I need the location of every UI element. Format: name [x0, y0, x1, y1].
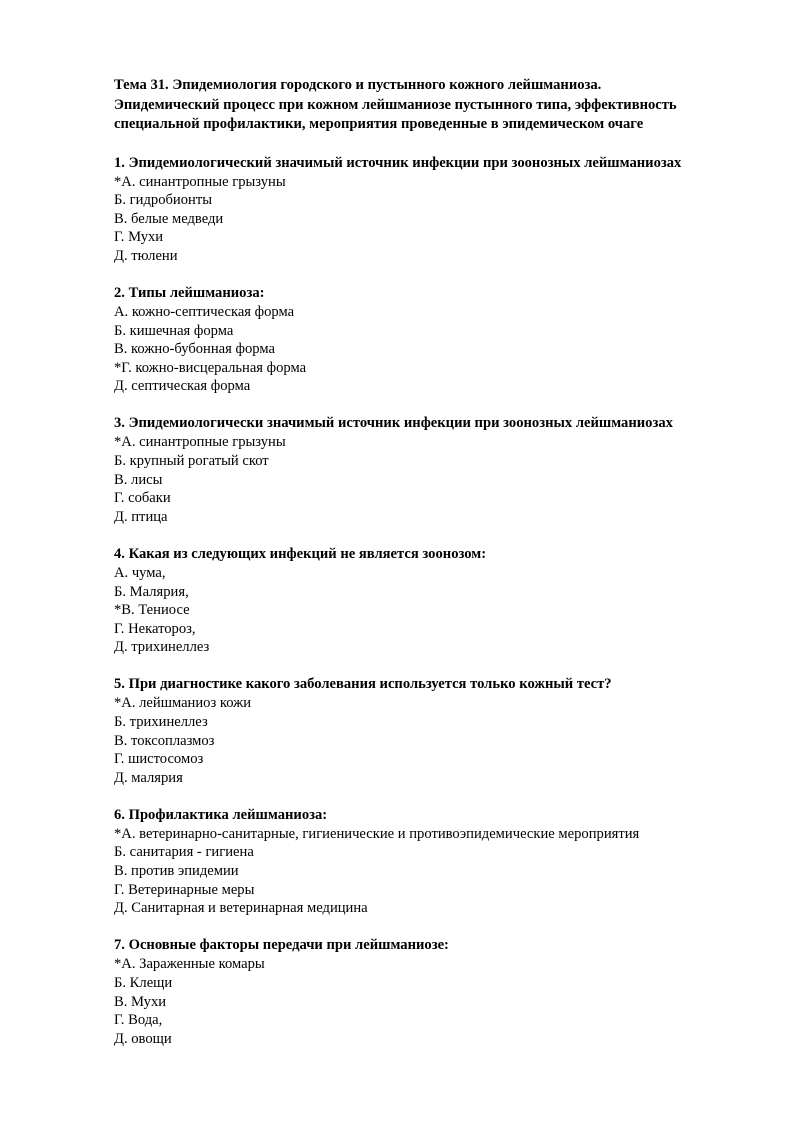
- answer-option: Д. Санитарная и ветеринарная медицина: [114, 900, 368, 917]
- answer-option: Б. санитария - гигиена: [114, 844, 254, 861]
- answer-option: *В. Тениосе: [114, 602, 190, 619]
- answer-option: *А. лейшманиоз кожи: [114, 695, 252, 712]
- answer-option: Д. трихинеллез: [114, 639, 210, 656]
- answer-option: Д. овощи: [114, 1030, 172, 1047]
- question-1: [114, 154, 774, 266]
- answer-option: В. против эпидемии: [114, 863, 239, 880]
- title-line: Эпидемический процесс при кожном лейшманиозе пустынного типа, эффективность: [114, 96, 677, 113]
- question-6: [114, 806, 774, 918]
- answer-option: Б. трихинеллез: [114, 713, 208, 730]
- answer-option: Д. малярия: [114, 769, 183, 786]
- question-text: 4. Какая из следующих инфекций не является зоонозом:: [114, 545, 487, 562]
- answer-option: Г. Ветеринарные меры: [114, 881, 255, 898]
- answer-option: Б. кишечная форма: [114, 322, 234, 339]
- answer-option: Г. шистосомоз: [114, 751, 204, 768]
- answer-option: В. Мухи: [114, 993, 167, 1010]
- answer-option: Б. гидробионты: [114, 192, 213, 209]
- answer-option: Д. септическая форма: [114, 378, 251, 395]
- question-5: [114, 675, 774, 787]
- document-title: [114, 76, 774, 135]
- question-text: 6. Профилактика лейшманиоза:: [114, 806, 328, 823]
- answer-option: Д. тюлени: [114, 247, 178, 264]
- question-3: [114, 414, 774, 526]
- question-7: [114, 936, 774, 1048]
- question-text: 2. Типы лейшманиоза:: [114, 284, 265, 301]
- answer-option: Г. собаки: [114, 490, 171, 507]
- answer-option: В. кожно-бубонная форма: [114, 341, 275, 358]
- question-2: [114, 284, 774, 396]
- answer-option: А. кожно-септическая форма: [114, 303, 295, 320]
- title-line: Тема 31. Эпидемиология городского и пустынного кожного лейшманиоза.: [114, 77, 602, 93]
- answer-option: *А. синантропные грызуны: [114, 173, 286, 190]
- answer-option: Б. крупный рогатый скот: [114, 453, 269, 470]
- question-text: 3. Эпидемиологически значимый источник инфекции при зоонозных лейшманиозах: [114, 415, 673, 432]
- answer-option: В. токсоплазмоз: [114, 732, 215, 749]
- answer-option: Г. Некатороз,: [114, 620, 196, 637]
- answer-option: В. белые медведи: [114, 210, 224, 227]
- answer-option: Г. Вода,: [114, 1012, 163, 1029]
- answer-option: *Г. кожно-висцеральная форма: [114, 359, 307, 376]
- answer-option: *А. ветеринарно-санитарные, гигиенические и противоэпидемические мероприятия: [114, 825, 640, 842]
- answer-option: *А. синантропные грызуны: [114, 434, 286, 451]
- title-line: специальной профилактики, мероприятия проведенные в эпидемическом очаге: [114, 116, 644, 132]
- question-4: [114, 545, 774, 657]
- question-text: 5. При диагностике какого заболевания используется только кожный тест?: [114, 676, 612, 693]
- answer-option: В. лисы: [114, 471, 163, 488]
- question-text: 7. Основные факторы передачи при лейшманиозе:: [114, 937, 449, 954]
- answer-option: Б. Малярия,: [114, 583, 189, 600]
- document-page: [114, 76, 774, 1067]
- answer-option: Б. Клещи: [114, 974, 173, 991]
- answer-option: Г. Мухи: [114, 229, 164, 246]
- answer-option: А. чума,: [114, 564, 166, 581]
- answer-option: *А. Зараженные комары: [114, 956, 265, 973]
- answer-option: Д. птица: [114, 508, 168, 525]
- question-text: 1. Эпидемиологический значимый источник инфекции при зоонозных лейшманиозах: [114, 154, 682, 171]
